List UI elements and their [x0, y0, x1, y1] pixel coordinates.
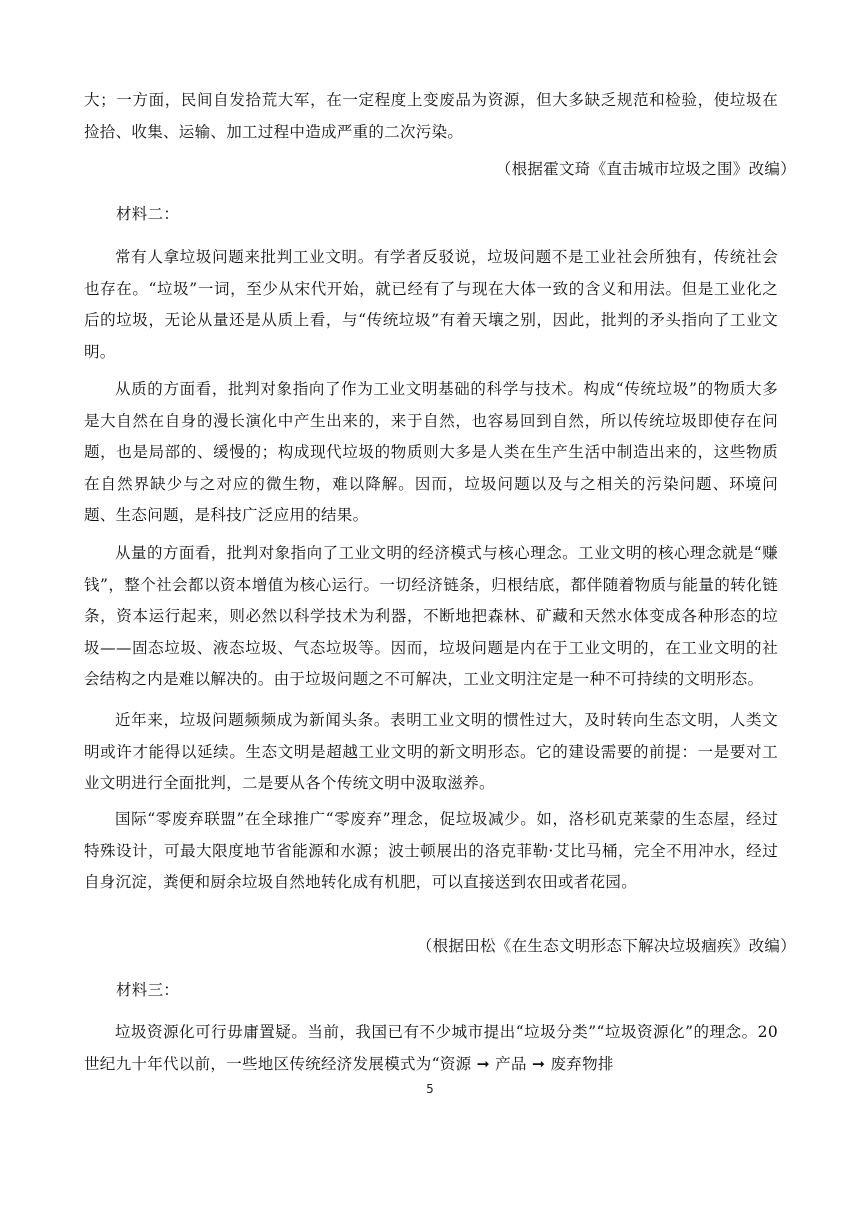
source-citation-1: （根据霍文琦《直击城市垃圾之围》改编）: [495, 160, 796, 178]
material-2-paragraph-1: 常有人拿垃圾问题来批判工业文明。有学者反驳说，垃圾问题不是工业社会所独有，传统社会也存在。“垃圾”一词，至少从宋代开始，就已经有了与现在大体一致的含义和用法。但是工业化之后的垃圾，无论从量还是从质上看，与“传统垃圾”有着天壤之别，因此，批判的矛头指向了工业文明。: [84, 248, 778, 361]
source-citation-2: （根据田松《在生态文明形态下解决垃圾痼疾》改编）: [416, 937, 796, 955]
page-number: 5: [426, 1082, 434, 1096]
material-2-paragraph-2: 从质的方面看，批判对象指向了作为工业文明基础的科学与技术。构成“传统垃圾”的物质大多是大自然在自身的漫长演化中产生出来的，来于自然，也容易回到自然，所以传统垃圾即使存在问题，也是局部的、缓慢的；构成现代垃圾的物质则大多是人类在生产生活中制造出来的，这些物质在自然界缺少与之对应的微生物，难以降解。因而，垃圾问题以及与之相关的污染问题、环境问题、生态问题，是科技广泛应用的结果。: [84, 380, 778, 524]
material-3-paragraph-1: 垃圾资源化可行毋庸置疑。当前，我国已有不少城市提出“垃圾分类”“垃圾资源化”的理念。20世纪九十年代以前，一些地区传统经济发展模式为“资源 ➞ 产品 ➞ 废弃物排: [84, 1023, 778, 1073]
paragraph-continued: 大；一方面，民间自发拾荒大军，在一定程度上变废品为资源，但大多缺乏规范和检验，使垃圾在捡拾、收集、运输、加工过程中造成严重的二次污染。: [84, 91, 778, 141]
material-2-paragraph-3: 从量的方面看，批判对象指向了工业文明的经济模式与核心理念。工业文明的核心理念就是“赚钱”，整个社会都以资本增值为核心运行。一切经济链条，归根结底，都伴随着物质与能量的转化链条，资本运行起来，则必然以科学技术为利器，不断地把森林、矿藏和天然水体变成各种形态的垃圾——固态垃圾、液态垃圾、气态垃圾等。因而，垃圾问题是内在于工业文明的，在工业文明的社会结构之内是难以解决的。由于垃圾问题之不可解决，工业文明注定是一种不可持续的文明形态。: [84, 544, 778, 688]
material-3-heading: 材料三：: [116, 981, 180, 999]
material-2-paragraph-5: 国际“零废弃联盟”在全球推广“零废弃”理念，促垃圾减少。如，洛杉矶克莱蒙的生态屋，经过特殊设计，可最大限度地节省能源和水源；波士顿展出的洛克菲勒·艾比马桶，完全不用冲水，经过自身沉淀，粪便和厨余垃圾自然地转化成有机肥，可以直接送到农田或者花园。: [84, 810, 778, 891]
material-2-heading: 材料二：: [116, 205, 180, 223]
material-2-paragraph-4: 近年来，垃圾问题频频成为新闻头条。表明工业文明的惯性过大，及时转向生态文明，人类文明或许才能得以延续。生态文明是超越工业文明的新文明形态。它的建设需要的前提：一是要对工业文明进行全面批判，二是要从各个传统文明中汲取滋养。: [84, 711, 778, 792]
